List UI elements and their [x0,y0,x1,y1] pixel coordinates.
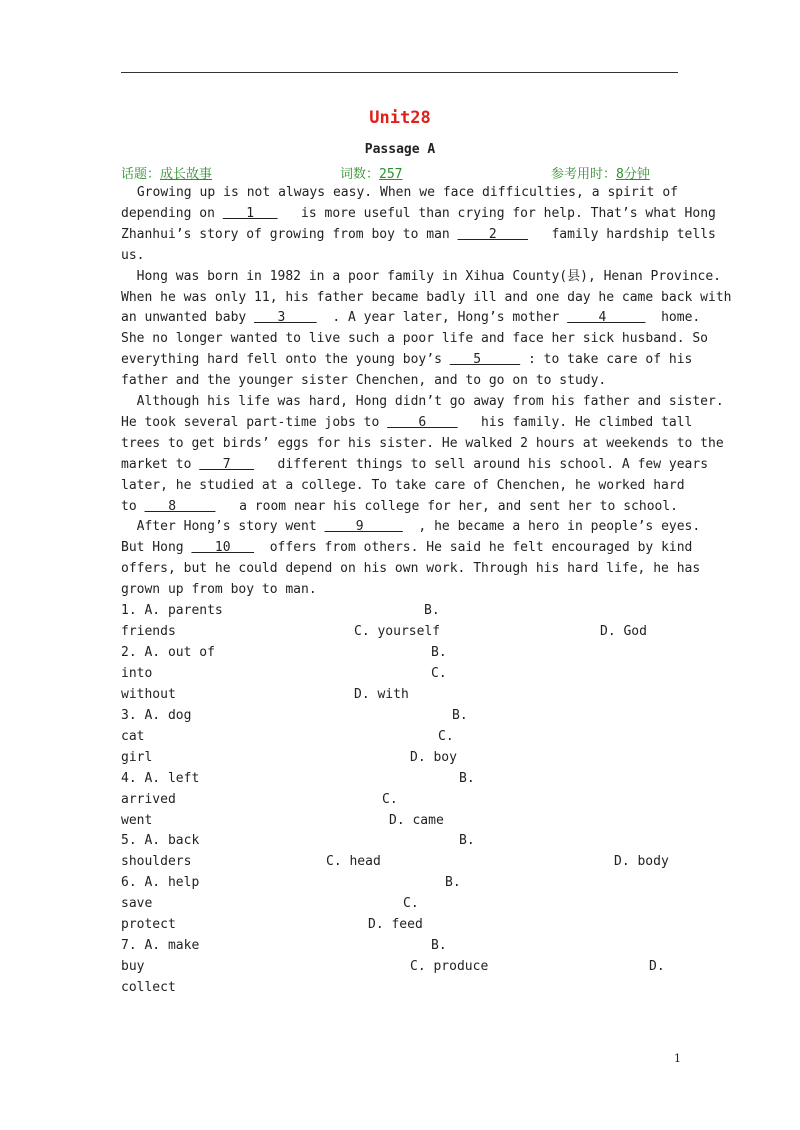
passage-line [121,392,724,412]
passage-line [121,434,724,454]
blank-answer: 4 [567,310,646,326]
option-c-word: protect [121,917,176,933]
meta-word-count [340,163,403,182]
passage-text: , he became a hero in people’s eyes. [410,519,701,535]
option-b-word: shoulders [121,854,192,870]
blank-answer: 8 [144,498,216,514]
option-d: D. with [354,686,409,702]
passage-text: depending on [121,205,223,221]
passage-line [121,580,678,600]
passage-line [121,288,732,308]
option-b-word: arrived [121,791,176,807]
option-d: D. came [389,812,444,828]
passage-title: Passage A [364,142,436,157]
topic-label: 话题： [121,167,161,182]
blank-answer: 7 [199,456,255,472]
passage-line [121,329,708,349]
option-a: 4. A. left [121,770,200,786]
time-value: 8分钟 [616,167,650,182]
option-c-letter: C. [431,665,447,681]
option-d: D. feed [368,917,423,933]
passage-text: Growing up is not always easy. When we face difficulties, a spirit of [121,185,678,200]
passage-text: father and the younger sister Chenchen, and to go on to study. [121,373,607,389]
blank-answer: 5 [449,352,521,368]
passage-line [121,371,678,391]
passage-text: us. [121,247,145,263]
option-c: C. head [326,854,381,870]
option-c-word: without [121,686,176,702]
passage-text: After Hong’s story went [121,519,325,535]
option-c-word: went [121,812,153,828]
passage-text: He took several part-time jobs to [121,414,388,430]
option-b-letter: B. [431,644,447,660]
unit-title: Unit28 [369,108,431,128]
option-b-word: buy [121,959,145,975]
option-a: 2. A. out of [121,644,215,660]
option-a: 5. A. back [121,833,200,849]
passage-line [121,455,709,475]
option-c-letter: C. [403,896,419,912]
blank-answer: 6 [387,414,458,430]
passage-text: But Hong [121,540,192,556]
page-number: 1 [674,1052,681,1065]
option-c: C. yourself [354,623,441,639]
option-a: 3. A. dog [121,707,192,723]
passage-text: trees to get birds’ eggs for his sister. He walked 2 hours at weekends to the [121,435,724,451]
passage-text: everything hard fell onto the young boy’s [121,352,450,368]
option-b-word: cat [121,728,145,744]
words-label: 词数： [340,167,380,182]
option-d-letter: D. [649,959,665,975]
option-c-word: girl [121,749,153,765]
passage-line [121,183,678,203]
passage-line [121,413,693,433]
option-d-word: collect [121,980,176,996]
passage-text: later, he studied at a college. To take care of Chenchen, he worked hard [121,477,685,493]
passage-text: is more useful than crying for help. That’s what Hong [285,205,716,221]
passage-text: Zhanhui’s story of growing from boy to man [121,226,458,242]
passage-line [121,476,685,496]
passage-line [121,308,701,328]
passage-line [121,350,693,370]
option-b-word: into [121,665,153,681]
blank-answer: 10 [191,540,255,556]
passage-text: Hong was born in 1982 in a poor family in Xihua County(县), Henan Province. [121,268,721,284]
option-b-letter: B. [424,603,440,618]
passage-text: different things to sell around his school. A few years [261,456,709,472]
option-b-letter: B. [445,875,461,891]
passage-text: to [121,498,145,514]
time-label: 参考用时： [551,167,617,182]
passage-text: home. [653,310,701,326]
passage-line [121,497,678,517]
option-b-letter: B. [452,707,468,723]
passage-line [121,225,716,245]
option-d: D. body [614,854,669,870]
passage-text: offers from others. He said he felt encouraged by kind [261,540,693,556]
passage-line [121,204,716,224]
passage-text: : to take care of his [528,352,693,368]
option-b-word: friends [121,623,176,639]
passage-line [121,246,678,266]
option-b-word: save [121,896,153,912]
passage-text: family hardship tells [535,226,716,242]
passage-text: an unwanted baby [121,310,255,326]
option-d: D. God [600,623,647,639]
passage-text: market to [121,456,200,472]
blank-answer: 9 [324,519,403,535]
option-a: 6. A. help [121,875,200,891]
meta-topic [121,163,212,182]
blank-answer: 2 [457,226,528,242]
passage-text: a room near his college for her, and sent her to school. [223,498,678,514]
option-a: 7. A. make [121,938,200,954]
option-d: D. boy [410,749,457,765]
option-b-letter: B. [459,833,475,849]
option-c-letter: C. [438,728,454,744]
passage-text: Although his life was hard, Hong didn’t go away from his father and sister. [121,394,724,409]
passage-text: When he was only 11, his father became badly ill and one day he came back with [121,289,732,305]
blank-answer: 3 [254,310,317,326]
passage-text: offers, but he could depend on his own work. Through his hard life, he has [121,561,701,577]
option-a: 1. A. parents [121,603,223,618]
passage-text: She no longer wanted to live such a poor life and face her sick husband. So [121,331,708,347]
option-c: C. produce [410,959,489,975]
words-value: 257 [379,167,403,182]
header-rule [121,72,678,73]
topic-value: 成长故事 [160,167,213,182]
passage-text: grown up from boy to man. [121,582,317,598]
option-b-letter: B. [431,938,447,954]
blank-answer: 1 [222,205,278,221]
meta-time [551,163,650,182]
option-b-letter: B. [459,770,475,786]
passage-line [121,538,693,558]
passage-text: . A year later, Hong’s mother [324,310,568,326]
passage-line [121,517,701,537]
passage-line [121,267,721,287]
passage-text: his family. He climbed tall [465,414,693,430]
passage-line [121,559,701,579]
option-c-letter: C. [382,791,398,807]
